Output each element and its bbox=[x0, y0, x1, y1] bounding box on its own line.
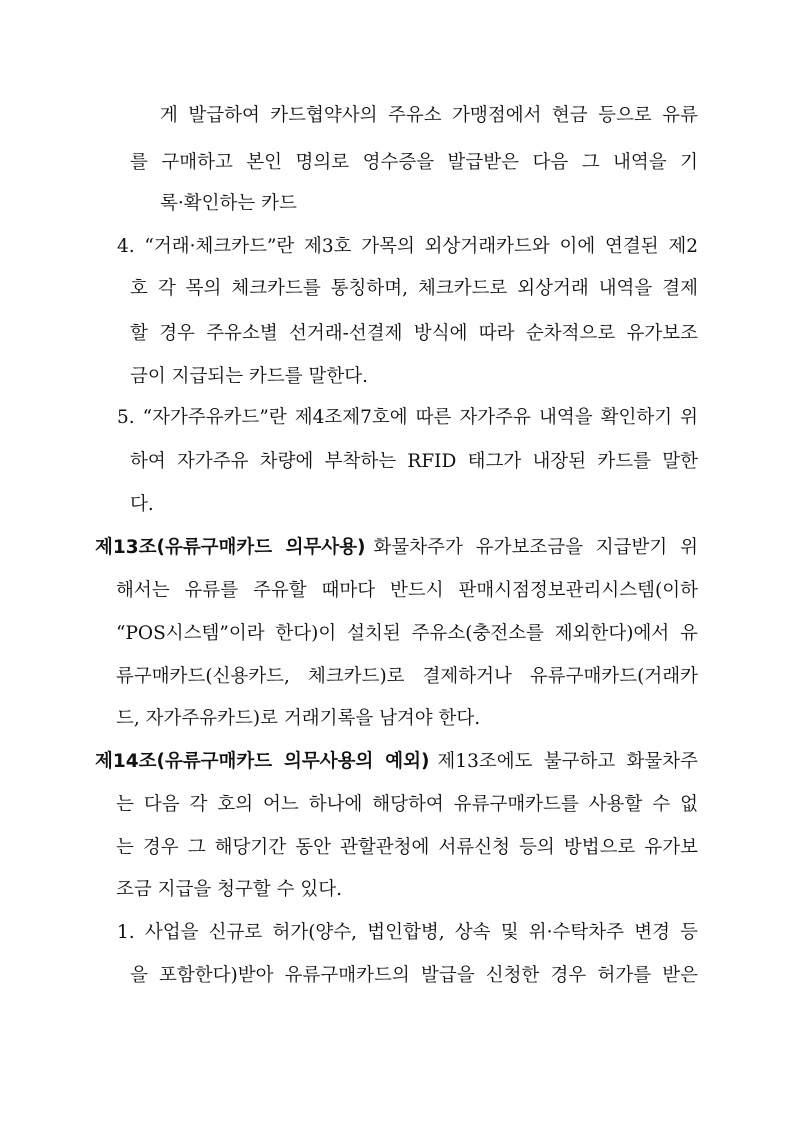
body-line: 호 각 목의 체크카드를 통칭하며, 체크카드로 외상거래 내역을 결제 bbox=[130, 278, 698, 299]
body-line: 하여 자가주유 차량에 부착하는 RFID 태그가 내장된 카드를 말한 bbox=[130, 451, 698, 472]
body-line: 는 경우 그 해당기간 동안 관할관청에 서류신청 등의 방법으로 유가보 bbox=[116, 837, 698, 858]
body-line: 조금 지급을 청구할 수 있다. bbox=[116, 879, 342, 900]
body-line: 을 포함한다)받아 유류구매카드의 발급을 신청한 경우 허가를 받은 bbox=[130, 965, 698, 986]
body-text: 화물차주가 유가보조금을 지급받기 위 bbox=[373, 537, 698, 558]
body-text: 제13조에도 불구하고 화물차주 bbox=[437, 751, 698, 772]
body-line: 록·확인하는 카드 bbox=[160, 193, 297, 214]
body-line: 류구매카드(신용카드, 체크카드)로 결제하거나 유류구매카드(거래카 bbox=[116, 666, 698, 687]
article-heading: 제13조(유류구매카드 의무사용) bbox=[95, 537, 366, 558]
body-line: 금이 지급되는 카드를 말한다. bbox=[130, 366, 368, 387]
body-line: 드, 자가주유카드)로 거래기록을 남겨야 한다. bbox=[116, 708, 481, 729]
article-heading-line bbox=[95, 528, 698, 568]
body-line: “POS시스템”이라 한다)이 설치된 주유소(충전소를 제외한다)에서 유 bbox=[116, 623, 698, 644]
body-line: 다. bbox=[130, 494, 154, 515]
article-heading-line bbox=[95, 742, 698, 782]
body-line: 할 경우 주유소별 선거래-선결제 방식에 따라 순차적으로 유가보조 bbox=[130, 323, 698, 344]
article-heading: 제14조(유류구매카드 의무사용의 예외) bbox=[95, 751, 430, 772]
body-line: 게 발급하여 카드협약사의 주유소 가맹점에서 현금 등으로 유류 bbox=[160, 105, 698, 126]
body-line: 를 구매하고 본인 명의로 영수증을 발급받은 다음 그 내역을 기 bbox=[130, 152, 698, 173]
list-item-line: 5. “자가주유카드”란 제4조제7호에 따른 자가주유 내역을 확인하기 위 bbox=[117, 407, 698, 428]
body-line: 해서는 유류를 주유할 때마다 반드시 판매시점정보관리시스템(이하 bbox=[116, 580, 698, 601]
body-line: 는 다음 각 호의 어느 하나에 해당하여 유류구매카드를 사용할 수 없 bbox=[116, 794, 698, 815]
list-item-line: 4. “거래·체크카드”란 제3호 가목의 외상거래카드와 이에 연결된 제2 bbox=[117, 236, 698, 257]
list-item-line: 1. 사업을 신규로 허가(양수, 법인합병, 상속 및 위·수탁차주 변경 등 bbox=[117, 922, 698, 943]
